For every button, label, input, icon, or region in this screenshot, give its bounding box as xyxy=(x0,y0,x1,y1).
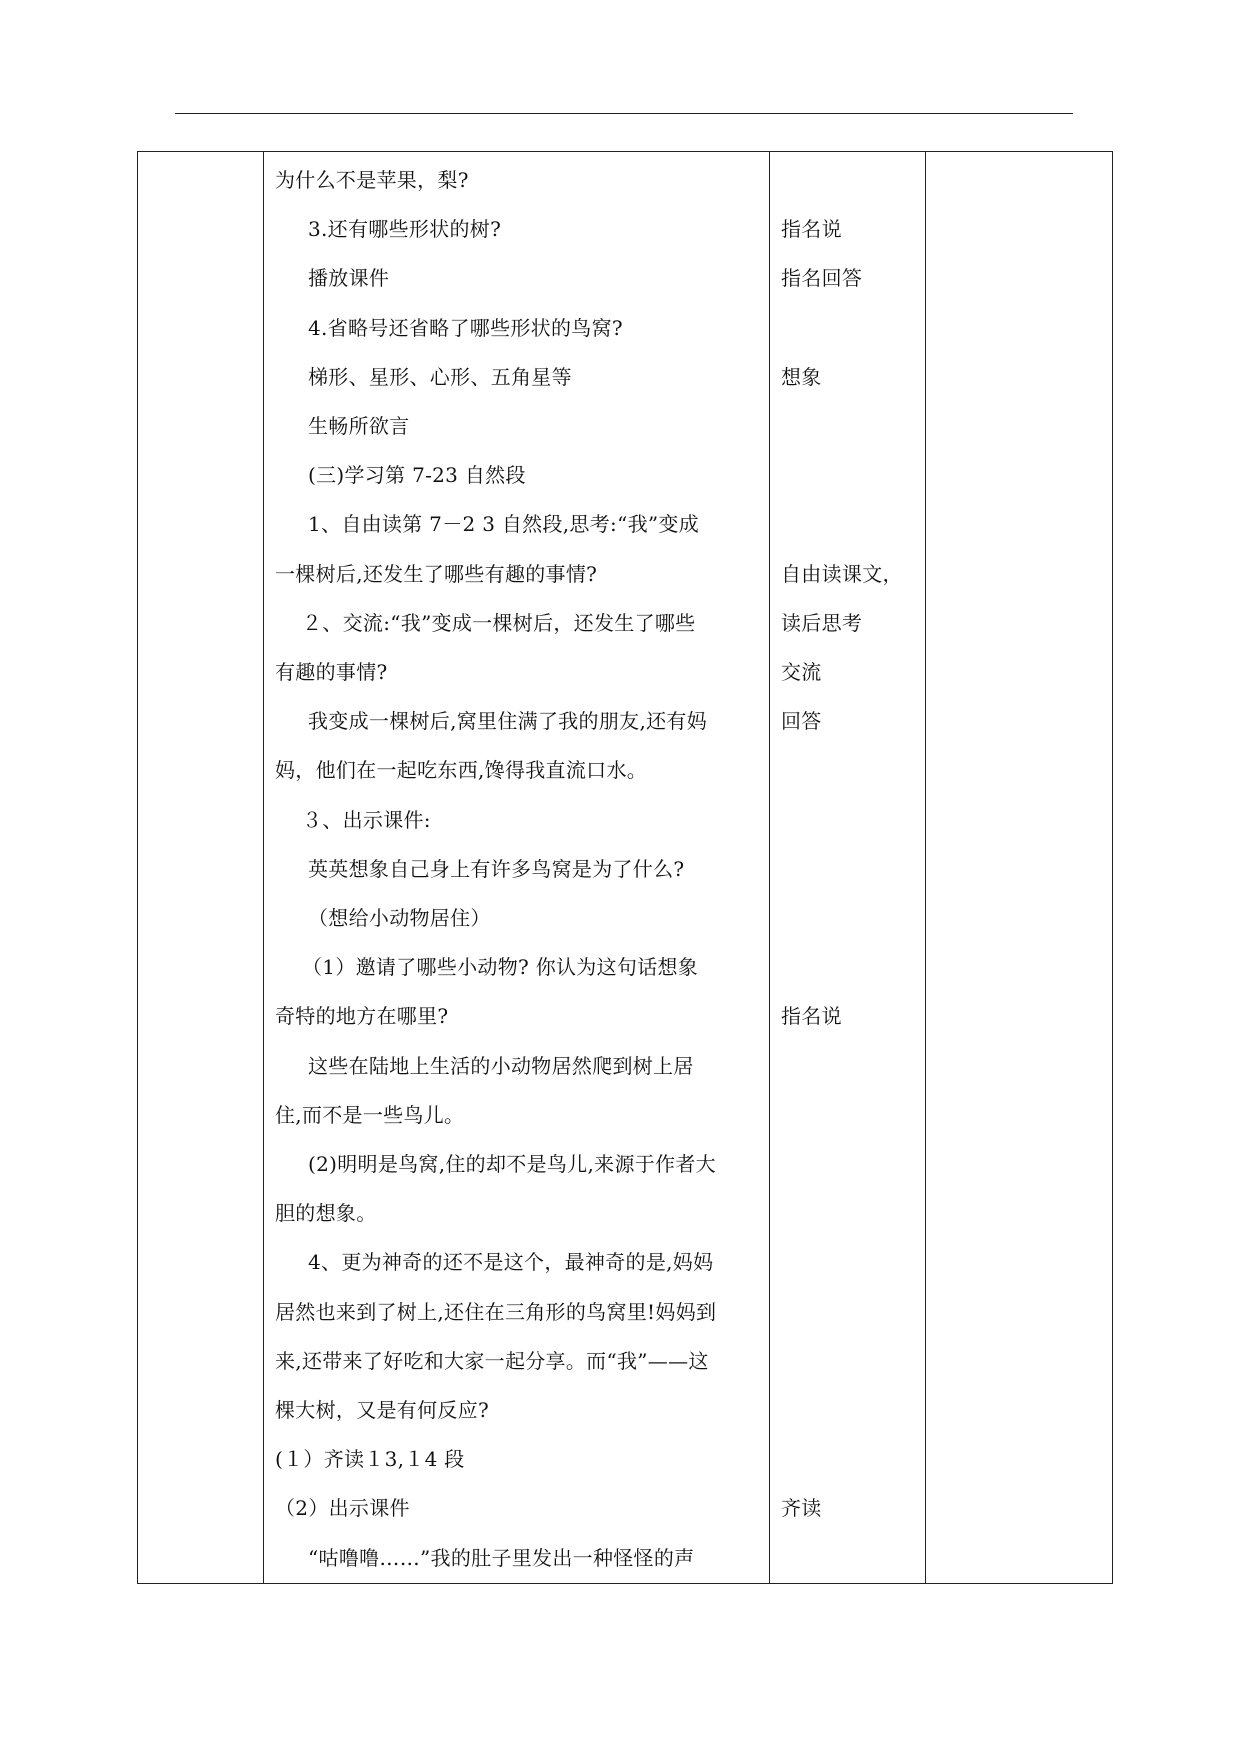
content-line: 生畅所欲言 xyxy=(308,414,410,438)
content-line: 1、自由读第 7－2 3 自然段,思考:“我”变成 xyxy=(308,512,700,537)
content-line: 我变成一棵树后,窝里住满了我的朋友,还有妈 xyxy=(308,709,708,734)
teaching-content xyxy=(264,152,769,1583)
content-line: 棵大树，又是有何反应? xyxy=(275,1398,490,1422)
content-line: 播放课件 xyxy=(308,266,390,291)
activity-line: 齐读 xyxy=(781,1496,822,1521)
content-line: 来,还带来了好吃和大家一起分享。而“我”——这 xyxy=(275,1348,709,1373)
activity-line: 指名说 xyxy=(781,217,842,242)
content-line: 住,而不是一些鸟儿。 xyxy=(275,1102,465,1127)
activity-line: 指名说 xyxy=(781,1004,842,1029)
content-line: ３、出示课件: xyxy=(302,807,431,832)
content-line: （2）出示课件 xyxy=(275,1496,410,1521)
teaching-content-cell xyxy=(264,152,770,1584)
content-line: 居然也来到了树上,还住在三角形的鸟窝里!妈妈到 xyxy=(275,1299,717,1324)
content-line: 胆的想象。 xyxy=(275,1201,377,1226)
content-line: 这些在陆地上生活的小动物居然爬到树上居 xyxy=(308,1053,694,1078)
stage-column-cell xyxy=(138,152,264,1584)
lesson-plan-table xyxy=(137,151,1113,1584)
content-line: （1）邀请了哪些小动物? 你认为这句话想象 xyxy=(302,955,699,980)
content-line: 为什么不是苹果，梨? xyxy=(275,168,469,192)
table-row xyxy=(138,152,1113,1584)
content-line: 一棵树后,还发生了哪些有趣的事情? xyxy=(275,561,598,586)
content-line: 梯形、星形、心形、五角星等 xyxy=(308,364,572,389)
content-line: (2)明明是鸟窝,住的却不是鸟儿,来源于作者大 xyxy=(308,1152,716,1176)
content-line: 奇特的地方在哪里? xyxy=(275,1004,449,1029)
activity-line: 指名回答 xyxy=(781,266,863,291)
student-activity-cell xyxy=(770,152,926,1584)
content-line: 3.还有哪些形状的树? xyxy=(308,217,502,242)
content-line: 4、更为神奇的还不是这个，最神奇的是,妈妈 xyxy=(308,1250,714,1275)
content-line: “咕噜噜……”我的肚子里发出一种怪怪的声 xyxy=(308,1545,695,1570)
content-line: 有趣的事情? xyxy=(275,660,388,684)
content-line: 妈，他们在一起吃东西,馋得我直流口水。 xyxy=(275,758,648,783)
activity-line: 想象 xyxy=(781,364,822,389)
content-line: (１）齐读１3,１4 段 xyxy=(275,1447,465,1472)
activity-line: 读后思考 xyxy=(781,610,863,635)
content-line: 4.省略号还省略了哪些形状的鸟窝? xyxy=(308,315,623,340)
header-rule xyxy=(175,113,1073,114)
remarks-cell xyxy=(926,152,1113,1584)
content-line: 英英想象自己身上有许多鸟窝是为了什么? xyxy=(308,856,685,881)
activity-line: 交流 xyxy=(781,660,822,684)
content-line: (三)学习第 7-23 自然段 xyxy=(308,463,526,488)
activity-line: 回答 xyxy=(781,709,822,734)
content-line: （想给小动物居住） xyxy=(308,906,491,930)
activity-line: 自由读课文， xyxy=(781,561,903,586)
content-line: ２、交流:“我”变成一棵树后，还发生了哪些 xyxy=(302,610,696,635)
student-activity xyxy=(770,152,925,1583)
